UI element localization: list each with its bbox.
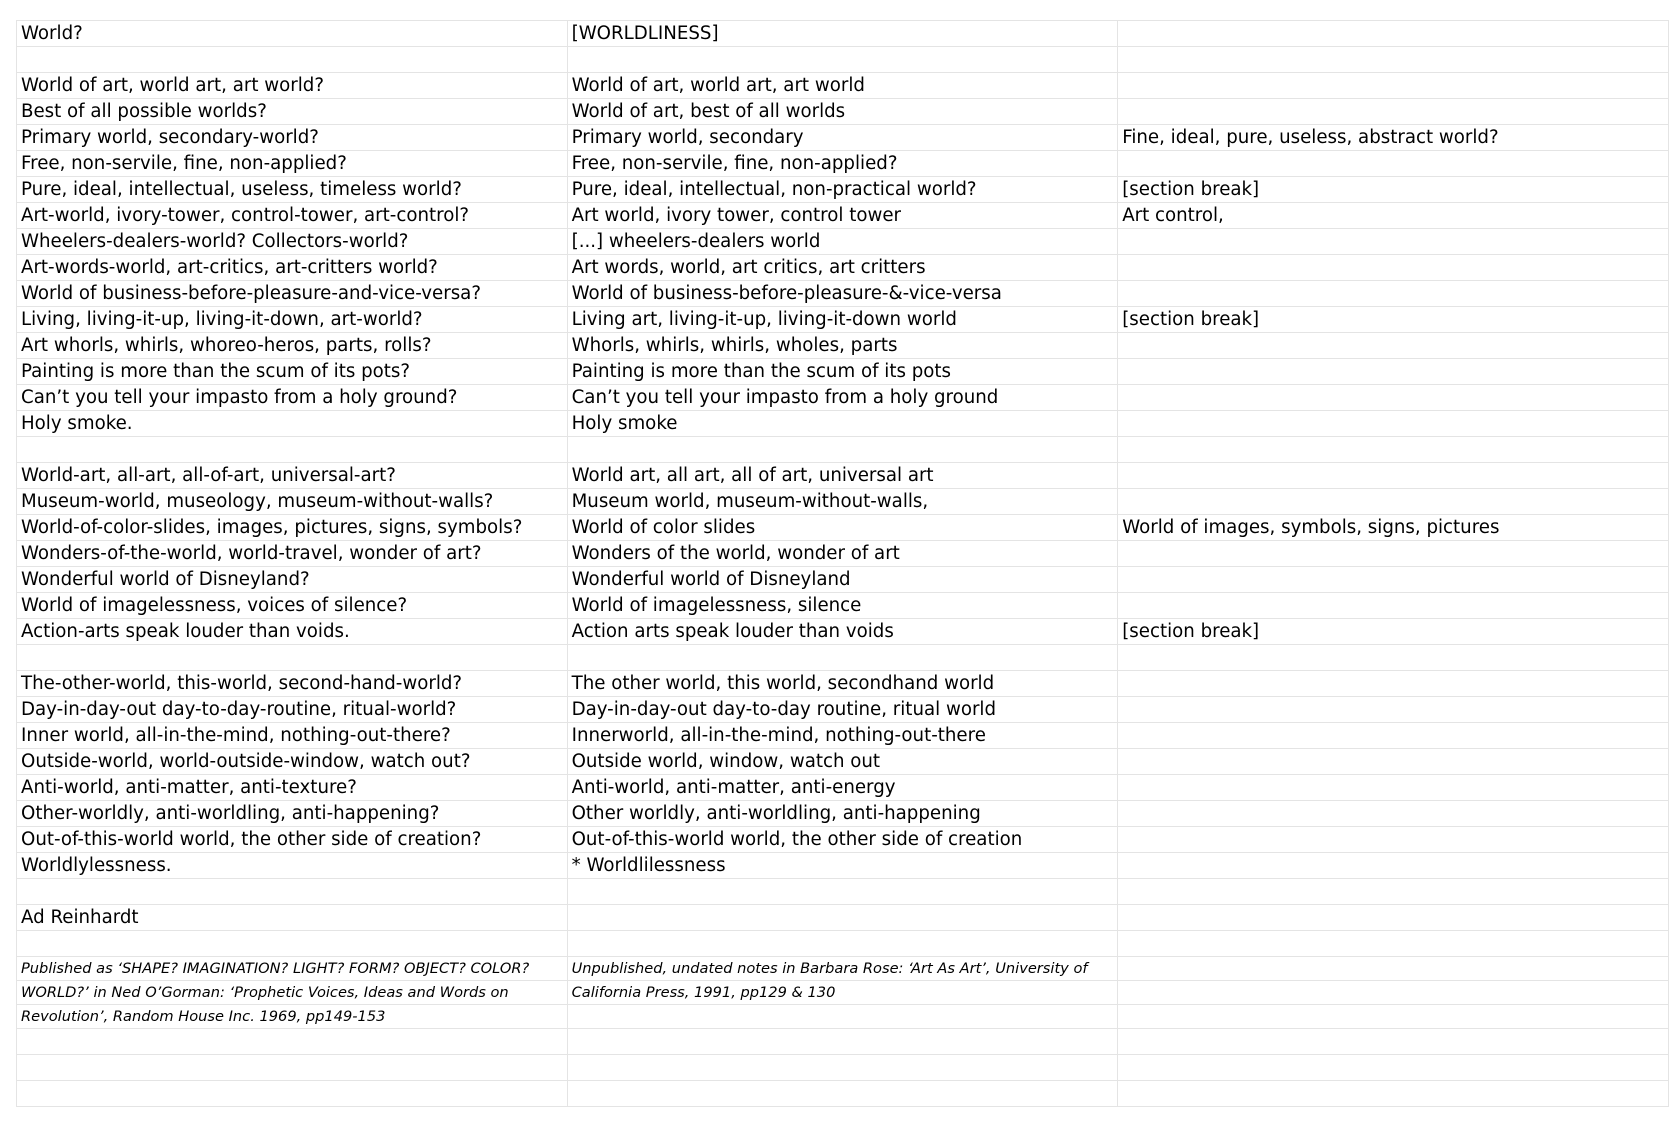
table-row xyxy=(17,333,1669,359)
cell-col-1[interactable]: Action-arts speak louder than voids. xyxy=(17,619,568,645)
cell-col-1[interactable] xyxy=(17,879,568,905)
cell-col-2[interactable] xyxy=(567,1029,1118,1055)
cell-col-3[interactable] xyxy=(1118,775,1669,801)
cell-col-3[interactable] xyxy=(1118,281,1669,307)
cell-col-2[interactable]: The other world, this world, secondhand world xyxy=(567,671,1118,697)
cell-col-2[interactable] xyxy=(567,879,1118,905)
cell-col-3[interactable] xyxy=(1118,47,1669,73)
cell-col-1[interactable]: Art whorls, whirls, whoreo-heros, parts, rolls? xyxy=(17,333,568,359)
cell-col-2[interactable]: California Press, 1991, pp129 & 130 xyxy=(567,981,1118,1005)
cell-col-2[interactable]: Wonderful world of Disneyland xyxy=(567,567,1118,593)
cell-col-2[interactable] xyxy=(567,47,1118,73)
table-row xyxy=(17,853,1669,879)
cell-col-3[interactable] xyxy=(1118,359,1669,385)
table-row xyxy=(17,541,1669,567)
cell-col-2[interactable]: Other worldly, anti-worldling, anti-happening xyxy=(567,801,1118,827)
cell-col-1[interactable]: Art-world, ivory-tower, control-tower, art-control? xyxy=(17,203,568,229)
cell-col-1[interactable] xyxy=(17,1055,568,1081)
cell-col-2[interactable]: Holy smoke xyxy=(567,411,1118,437)
cell-col-1[interactable] xyxy=(17,645,568,671)
cell-col-3[interactable] xyxy=(1118,489,1669,515)
table-row xyxy=(17,879,1669,905)
table-row xyxy=(17,827,1669,853)
table-row xyxy=(17,307,1669,333)
cell-col-1[interactable]: Primary world, secondary-world? xyxy=(17,125,568,151)
cell-col-1[interactable]: Inner world, all-in-the-mind, nothing-out-there? xyxy=(17,723,568,749)
cell-col-2[interactable]: Anti-world, anti-matter, anti-energy xyxy=(567,775,1118,801)
cell-col-1[interactable]: Anti-world, anti-matter, anti-texture? xyxy=(17,775,568,801)
cell-col-3[interactable] xyxy=(1118,931,1669,957)
table-row xyxy=(17,411,1669,437)
cell-col-2[interactable]: Whorls, whirls, whirls, wholes, parts xyxy=(567,333,1118,359)
table-row xyxy=(17,437,1669,463)
cell-col-3[interactable] xyxy=(1118,827,1669,853)
table-row xyxy=(17,47,1669,73)
cell-col-1[interactable]: World of business-before-pleasure-and-vice-versa? xyxy=(17,281,568,307)
cell-col-3[interactable] xyxy=(1118,801,1669,827)
cell-col-2[interactable]: Free, non-servile, fine, non-applied? xyxy=(567,151,1118,177)
cell-col-3[interactable] xyxy=(1118,567,1669,593)
cell-col-1[interactable]: Painting is more than the scum of its pots? xyxy=(17,359,568,385)
cell-col-2[interactable]: * Worldlilessness xyxy=(567,853,1118,879)
table-row xyxy=(17,593,1669,619)
table-row xyxy=(17,203,1669,229)
table-row xyxy=(17,905,1669,931)
cell-col-3[interactable] xyxy=(1118,1029,1669,1055)
cell-col-3[interactable] xyxy=(1118,593,1669,619)
cell-col-1[interactable]: Out-of-this-world world, the other side of creation? xyxy=(17,827,568,853)
cell-col-1[interactable]: Wheelers-dealers-world? Collectors-world? xyxy=(17,229,568,255)
cell-col-3[interactable] xyxy=(1118,957,1669,981)
cell-col-2[interactable] xyxy=(567,645,1118,671)
cell-col-1[interactable]: The-other-world, this-world, second-hand-world? xyxy=(17,671,568,697)
cell-col-1[interactable]: Wonders-of-the-world, world-travel, wonder of art? xyxy=(17,541,568,567)
cell-col-1[interactable]: World-of-color-slides, images, pictures, signs, symbols? xyxy=(17,515,568,541)
cell-col-3[interactable] xyxy=(1118,1005,1669,1029)
cell-col-2[interactable]: World of color slides xyxy=(567,515,1118,541)
cell-col-2[interactable]: World of art, best of all worlds xyxy=(567,99,1118,125)
cell-col-2[interactable]: Can’t you tell your impasto from a holy ground xyxy=(567,385,1118,411)
cell-col-1[interactable]: Revolution’, Random House Inc. 1969, pp149-153 xyxy=(17,1005,568,1029)
cell-col-1[interactable] xyxy=(17,931,568,957)
cell-col-2[interactable]: Pure, ideal, intellectual, non-practical world? xyxy=(567,177,1118,203)
cell-col-2[interactable]: Painting is more than the scum of its pots xyxy=(567,359,1118,385)
cell-col-2[interactable]: Primary world, secondary xyxy=(567,125,1118,151)
cell-col-3[interactable] xyxy=(1118,333,1669,359)
cell-col-3[interactable] xyxy=(1118,229,1669,255)
cell-col-1[interactable]: Published as ‘SHAPE? IMAGINATION? LIGHT? FORM? OBJECT? COLOR? xyxy=(17,957,568,981)
cell-col-3[interactable] xyxy=(1118,853,1669,879)
table-row xyxy=(17,775,1669,801)
cell-col-2[interactable]: Day-in-day-out day-to-day routine, ritual world xyxy=(567,697,1118,723)
cell-col-3[interactable] xyxy=(1118,749,1669,775)
cell-col-2[interactable]: Art world, ivory tower, control tower xyxy=(567,203,1118,229)
cell-col-2[interactable]: Museum world, museum-without-walls, xyxy=(567,489,1118,515)
table-row xyxy=(17,671,1669,697)
cell-col-1[interactable]: Holy smoke. xyxy=(17,411,568,437)
cell-col-2[interactable]: World of art, world art, art world xyxy=(567,73,1118,99)
cell-col-3[interactable] xyxy=(1118,541,1669,567)
table-row xyxy=(17,99,1669,125)
cell-col-1[interactable]: Can’t you tell your impasto from a holy ground? xyxy=(17,385,568,411)
cell-col-3[interactable]: World of images, symbols, signs, pictures xyxy=(1118,515,1669,541)
cell-col-1[interactable]: Ad Reinhardt xyxy=(17,905,568,931)
table-row xyxy=(17,723,1669,749)
cell-col-2[interactable]: Unpublished, undated notes in Barbara Rose: ‘Art As Art’, University of xyxy=(567,957,1118,981)
cell-col-3[interactable] xyxy=(1118,905,1669,931)
cell-col-1[interactable]: Pure, ideal, intellectual, useless, timeless world? xyxy=(17,177,568,203)
cell-col-2[interactable]: World art, all art, all of art, universal art xyxy=(567,463,1118,489)
cell-col-1[interactable] xyxy=(17,1081,568,1107)
table-row xyxy=(17,151,1669,177)
table-row xyxy=(17,229,1669,255)
cell-col-3[interactable] xyxy=(1118,1055,1669,1081)
cell-col-2[interactable] xyxy=(567,1055,1118,1081)
sheet-body xyxy=(17,21,1669,1107)
cell-col-3[interactable] xyxy=(1118,981,1669,1005)
cell-col-2[interactable]: Out-of-this-world world, the other side of creation xyxy=(567,827,1118,853)
cell-col-3[interactable] xyxy=(1118,723,1669,749)
cell-col-1[interactable] xyxy=(17,47,568,73)
cell-col-1[interactable]: World of imagelessness, voices of silence? xyxy=(17,593,568,619)
spreadsheet-grid xyxy=(16,20,1669,1107)
table-row xyxy=(17,1081,1669,1107)
cell-col-1[interactable]: Best of all possible worlds? xyxy=(17,99,568,125)
cell-col-2[interactable] xyxy=(567,931,1118,957)
cell-col-1[interactable]: World-art, all-art, all-of-art, universal-art? xyxy=(17,463,568,489)
note-row xyxy=(17,957,1669,981)
table-row xyxy=(17,697,1669,723)
cell-col-2[interactable]: World of imagelessness, silence xyxy=(567,593,1118,619)
cell-col-2[interactable] xyxy=(567,1005,1118,1029)
cell-col-3[interactable] xyxy=(1118,671,1669,697)
table-row xyxy=(17,73,1669,99)
cell-col-3[interactable] xyxy=(1118,73,1669,99)
table-row xyxy=(17,749,1669,775)
table-row xyxy=(17,567,1669,593)
cell-col-3[interactable] xyxy=(1118,151,1669,177)
table-row xyxy=(17,21,1669,47)
cell-col-3[interactable] xyxy=(1118,99,1669,125)
cell-col-2[interactable]: Art words, world, art critics, art critters xyxy=(567,255,1118,281)
cell-col-2[interactable]: Living art, living-it-up, living-it-down world xyxy=(567,307,1118,333)
cell-col-1[interactable]: Wonderful world of Disneyland? xyxy=(17,567,568,593)
table-row xyxy=(17,515,1669,541)
cell-col-2[interactable] xyxy=(567,437,1118,463)
table-row xyxy=(17,385,1669,411)
cell-col-1[interactable]: Worldlylessness. xyxy=(17,853,568,879)
cell-col-2[interactable] xyxy=(567,905,1118,931)
cell-col-2[interactable]: Innerworld, all-in-the-mind, nothing-out-there xyxy=(567,723,1118,749)
table-row xyxy=(17,281,1669,307)
cell-col-1[interactable]: Museum-world, museology, museum-without-walls? xyxy=(17,489,568,515)
note-row xyxy=(17,1005,1669,1029)
cell-col-3[interactable]: Art control, xyxy=(1118,203,1669,229)
cell-col-2[interactable]: World of business-before-pleasure-&-vice-versa xyxy=(567,281,1118,307)
cell-col-3[interactable] xyxy=(1118,21,1669,47)
table-row xyxy=(17,177,1669,203)
cell-col-2[interactable]: Wonders of the world, wonder of art xyxy=(567,541,1118,567)
table-row xyxy=(17,359,1669,385)
cell-col-3[interactable] xyxy=(1118,645,1669,671)
cell-col-3[interactable] xyxy=(1118,437,1669,463)
note-row xyxy=(17,981,1669,1005)
cell-col-1[interactable] xyxy=(17,437,568,463)
cell-col-1[interactable]: Other-worldly, anti-worldling, anti-happening? xyxy=(17,801,568,827)
table-row xyxy=(17,489,1669,515)
cell-col-3[interactable]: [section break] xyxy=(1118,177,1669,203)
cell-col-3[interactable]: Fine, ideal, pure, useless, abstract world? xyxy=(1118,125,1669,151)
table-row xyxy=(17,125,1669,151)
cell-col-3[interactable]: [section break] xyxy=(1118,619,1669,645)
cell-col-3[interactable]: [section break] xyxy=(1118,307,1669,333)
cell-col-3[interactable] xyxy=(1118,697,1669,723)
cell-col-2[interactable]: Outside world, window, watch out xyxy=(567,749,1118,775)
cell-col-2[interactable] xyxy=(567,1081,1118,1107)
table-row xyxy=(17,619,1669,645)
table-row xyxy=(17,1055,1669,1081)
cell-col-3[interactable] xyxy=(1118,255,1669,281)
cell-col-1[interactable]: Free, non-servile, fine, non-applied? xyxy=(17,151,568,177)
table-row xyxy=(17,645,1669,671)
cell-col-2[interactable]: [...] wheelers-dealers world xyxy=(567,229,1118,255)
table-row xyxy=(17,463,1669,489)
cell-col-1[interactable]: Outside-world, world-outside-window, watch out? xyxy=(17,749,568,775)
cell-col-2[interactable]: [WORLDLINESS] xyxy=(567,21,1118,47)
cell-col-1[interactable]: Day-in-day-out day-to-day-routine, ritual-world? xyxy=(17,697,568,723)
cell-col-1[interactable] xyxy=(17,1029,568,1055)
table-row xyxy=(17,1029,1669,1055)
cell-col-3[interactable] xyxy=(1118,1081,1669,1107)
cell-col-3[interactable] xyxy=(1118,879,1669,905)
table-row xyxy=(17,255,1669,281)
cell-col-1[interactable]: WORLD?’ in Ned O’Gorman: ‘Prophetic Voices, Ideas and Words on xyxy=(17,981,568,1005)
cell-col-1[interactable]: World? xyxy=(17,21,568,47)
cell-col-3[interactable] xyxy=(1118,463,1669,489)
cell-col-3[interactable] xyxy=(1118,385,1669,411)
table-row xyxy=(17,931,1669,957)
table-row xyxy=(17,801,1669,827)
cell-col-2[interactable]: Action arts speak louder than voids xyxy=(567,619,1118,645)
cell-col-1[interactable]: Art-words-world, art-critics, art-critters world? xyxy=(17,255,568,281)
cell-col-1[interactable]: Living, living-it-up, living-it-down, art-world? xyxy=(17,307,568,333)
cell-col-1[interactable]: World of art, world art, art world? xyxy=(17,73,568,99)
cell-col-3[interactable] xyxy=(1118,411,1669,437)
